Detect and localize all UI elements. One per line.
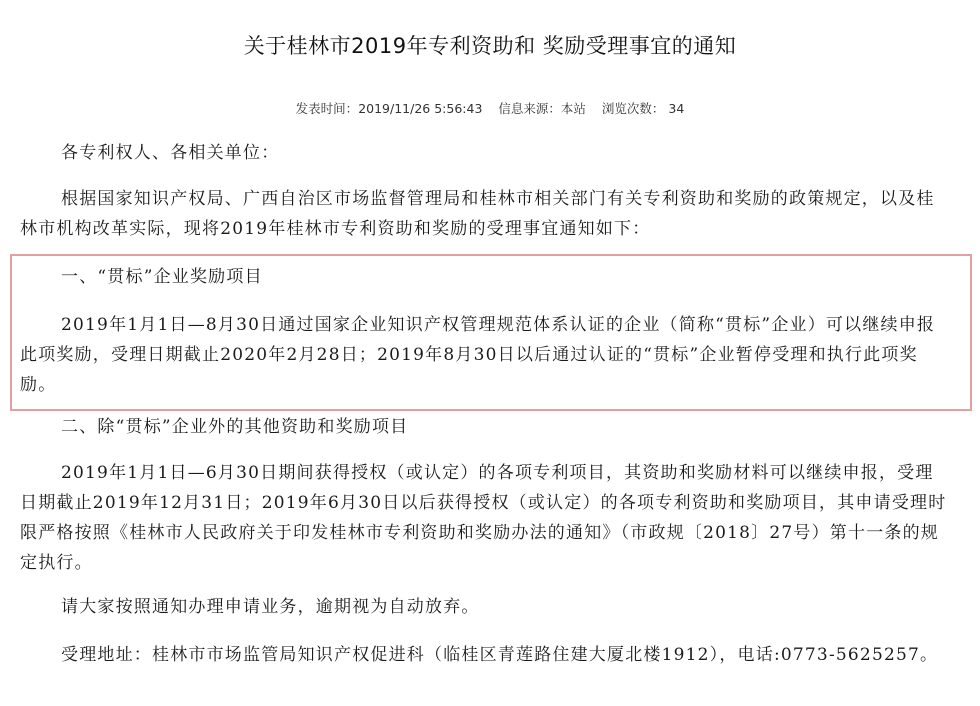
- address-paragraph: 受理地址：桂林市市场监管局知识产权促进科（临桂区青莲路住建大厦北楼1912），电话:0773-5625257。: [61, 645, 939, 665]
- source-value: 本站: [560, 101, 586, 116]
- views: [602, 101, 684, 116]
- publish-time: [296, 101, 483, 116]
- section1-body: 2019年1月1日—8月30日通过国家企业知识产权管理规范体系认证的企业（简称“贯标”企业）可以继续申报此项奖励，受理日期截止2020年2月28日；2019年8月30日以后通过认证的“贯标”企业暂停受理和执行此项奖励。: [20, 315, 936, 395]
- source-label: 信息来源：: [498, 101, 561, 116]
- intro-paragraph: 根据国家知识产权局、广西自治区市场监督管理局和桂林市相关部门有关专利资助和奖励的政策规定，以及桂林市机构改革实际，现将2019年桂林市专利资助和奖励的受理事宜通知如下：: [20, 189, 935, 239]
- section2-body: 2019年1月1日—6月30日期间获得授权（或认定）的各项专利项目，其资助和奖励材料可以继续申报，受理日期截止2019年12月31日；2019年6月30日以后获得授权（或认定）的各项专利资助和奖励项目，其申请受理时限严格按照《桂林市人民政府关于印发桂林市专利资助和奖励办法的通知》（市政规〔2018〕27号）第十一条的规定执行。: [20, 463, 947, 573]
- views-count: 34: [668, 101, 685, 116]
- section1-heading: 一、“贯标”企业奖励项目: [61, 267, 263, 287]
- publish-time-label: 发表时间：: [295, 101, 359, 116]
- publish-time-value: 2019/11/26 5:56:43: [358, 101, 483, 116]
- salutation: 各专利权人、各相关单位：: [61, 143, 280, 163]
- views-label: 浏览次数：: [601, 101, 665, 116]
- source: [498, 101, 586, 116]
- article-title: 关于桂林市2019年专利资助和 奖励受理事宜的通知: [243, 34, 737, 58]
- notice-paragraph: 请大家按照通知办理申请业务，逾期视为自动放弃。: [61, 597, 480, 617]
- article-meta: [0, 99, 980, 117]
- section2-heading: 二、除“贯标”企业外的其他资助和奖励项目: [61, 417, 409, 437]
